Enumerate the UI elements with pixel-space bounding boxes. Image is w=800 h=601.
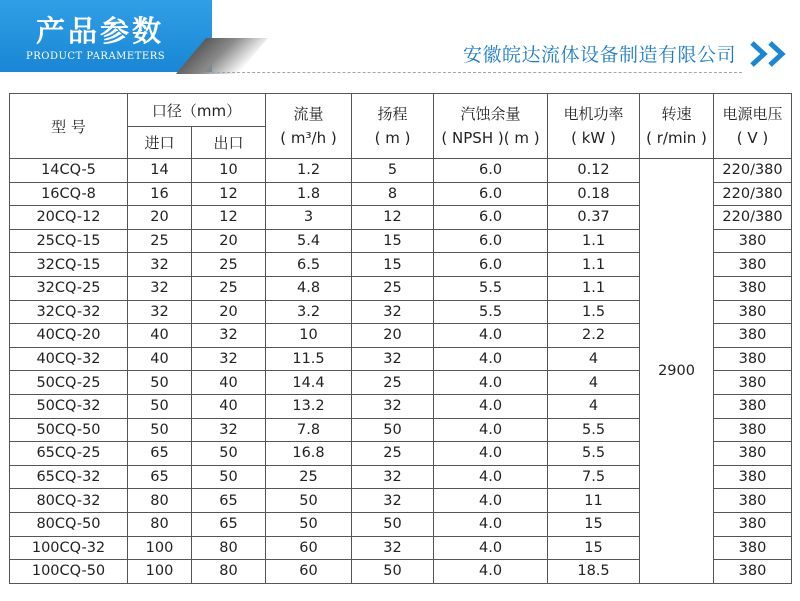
parameters-table [9, 93, 792, 584]
cell-power: 0.18 [548, 182, 640, 206]
cell-inlet: 100 [128, 560, 192, 584]
page-subtitle: PRODUCT PARAMETERS [26, 51, 166, 62]
cell-outlet: 40 [192, 371, 266, 395]
cell-npsh: 4.0 [434, 560, 548, 584]
header-power [548, 94, 640, 159]
cell-head: 32 [352, 465, 434, 489]
cell-speed: 2900 [640, 159, 714, 584]
cell-model: 20CQ-12 [10, 206, 128, 230]
cell-voltage: 380 [714, 465, 792, 489]
cell-voltage: 220/380 [714, 159, 792, 183]
cell-voltage: 380 [714, 536, 792, 560]
cell-voltage: 380 [714, 442, 792, 466]
header-banner [0, 0, 212, 72]
cell-flow: 50 [266, 512, 352, 536]
cell-power: 15 [548, 536, 640, 560]
header-outlet: 出口 [192, 127, 266, 159]
cell-npsh: 4.0 [434, 536, 548, 560]
cell-npsh: 4.0 [434, 347, 548, 371]
cell-power: 1.5 [548, 300, 640, 324]
cell-voltage: 220/380 [714, 206, 792, 230]
cell-voltage: 380 [714, 229, 792, 253]
cell-power: 1.1 [548, 253, 640, 277]
cell-power: 4 [548, 371, 640, 395]
cell-npsh: 5.5 [434, 276, 548, 300]
page-title: 产品参数 [36, 14, 165, 48]
cell-power: 15 [548, 512, 640, 536]
cell-inlet: 32 [128, 300, 192, 324]
cell-model: 14CQ-5 [10, 159, 128, 183]
cell-outlet: 10 [192, 159, 266, 183]
cell-inlet: 40 [128, 324, 192, 348]
table-body [10, 159, 792, 584]
cell-flow: 16.8 [266, 442, 352, 466]
header-npsh-line1: 汽蚀余量 [460, 105, 521, 123]
cell-power: 5.5 [548, 442, 640, 466]
cell-flow: 5.4 [266, 229, 352, 253]
cell-head: 25 [352, 276, 434, 300]
cell-model: 50CQ-50 [10, 418, 128, 442]
cell-npsh: 4.0 [434, 465, 548, 489]
cell-power: 4 [548, 394, 640, 418]
cell-model: 16CQ-8 [10, 182, 128, 206]
cell-power: 18.5 [548, 560, 640, 584]
cell-power: 2.2 [548, 324, 640, 348]
cell-inlet: 14 [128, 159, 192, 183]
cell-voltage: 380 [714, 253, 792, 277]
cell-npsh: 4.0 [434, 489, 548, 513]
header-inlet: 进口 [128, 127, 192, 159]
cell-outlet: 80 [192, 560, 266, 584]
header-flow-line2: ( m³/h ) [280, 129, 337, 147]
cell-outlet: 25 [192, 276, 266, 300]
cell-npsh: 4.0 [434, 512, 548, 536]
header-voltage-line1: 电源电压 [722, 105, 783, 123]
double-chevron-right-icon [748, 40, 798, 68]
cell-npsh: 6.0 [434, 253, 548, 277]
cell-npsh: 6.0 [434, 229, 548, 253]
cell-head: 25 [352, 371, 434, 395]
cell-npsh: 4.0 [434, 371, 548, 395]
cell-outlet: 50 [192, 442, 266, 466]
header-voltage [714, 94, 792, 159]
cell-inlet: 32 [128, 253, 192, 277]
cell-power: 5.5 [548, 418, 640, 442]
cell-flow: 6.5 [266, 253, 352, 277]
header-speed-line2: ( r/min ) [646, 129, 707, 147]
cell-voltage: 220/380 [714, 182, 792, 206]
cell-npsh: 5.5 [434, 300, 548, 324]
cell-outlet: 32 [192, 418, 266, 442]
company-name: 安徽皖达流体设备制造有限公司 [462, 44, 736, 66]
header-divider [212, 72, 742, 73]
header-model: 型 号 [10, 94, 128, 159]
cell-inlet: 32 [128, 276, 192, 300]
cell-model: 100CQ-50 [10, 560, 128, 584]
cell-inlet: 40 [128, 347, 192, 371]
cell-head: 8 [352, 182, 434, 206]
cell-flow: 1.2 [266, 159, 352, 183]
cell-inlet: 100 [128, 536, 192, 560]
cell-flow: 50 [266, 489, 352, 513]
header-power-line2: ( kW ) [571, 129, 616, 147]
cell-npsh: 4.0 [434, 394, 548, 418]
cell-flow: 10 [266, 324, 352, 348]
cell-outlet: 25 [192, 253, 266, 277]
header-head-line2: ( m ) [374, 129, 411, 147]
cell-head: 15 [352, 229, 434, 253]
header-head-line1: 扬程 [377, 105, 408, 123]
header-speed-line1: 转速 [661, 105, 692, 123]
cell-voltage: 380 [714, 371, 792, 395]
cell-power: 0.12 [548, 159, 640, 183]
cell-head: 50 [352, 560, 434, 584]
cell-voltage: 380 [714, 300, 792, 324]
cell-inlet: 20 [128, 206, 192, 230]
cell-model: 50CQ-32 [10, 394, 128, 418]
cell-inlet: 80 [128, 512, 192, 536]
header-npsh [434, 94, 548, 159]
header-flow [266, 94, 352, 159]
cell-flow: 25 [266, 465, 352, 489]
cell-head: 32 [352, 536, 434, 560]
cell-model: 32CQ-25 [10, 276, 128, 300]
cell-inlet: 80 [128, 489, 192, 513]
cell-flow: 3.2 [266, 300, 352, 324]
cell-voltage: 380 [714, 347, 792, 371]
cell-npsh: 6.0 [434, 206, 548, 230]
cell-outlet: 32 [192, 324, 266, 348]
cell-head: 32 [352, 489, 434, 513]
cell-outlet: 20 [192, 300, 266, 324]
cell-voltage: 380 [714, 418, 792, 442]
cell-model: 80CQ-50 [10, 512, 128, 536]
cell-flow: 13.2 [266, 394, 352, 418]
cell-model: 32CQ-15 [10, 253, 128, 277]
cell-voltage: 380 [714, 394, 792, 418]
cell-flow: 3 [266, 206, 352, 230]
header-voltage-line2: ( V ) [736, 129, 769, 147]
cell-inlet: 50 [128, 394, 192, 418]
cell-inlet: 16 [128, 182, 192, 206]
cell-flow: 1.8 [266, 182, 352, 206]
cell-npsh: 4.0 [434, 442, 548, 466]
cell-model: 40CQ-20 [10, 324, 128, 348]
cell-head: 15 [352, 253, 434, 277]
cell-head: 12 [352, 206, 434, 230]
cell-inlet: 25 [128, 229, 192, 253]
cell-flow: 60 [266, 560, 352, 584]
cell-power: 0.37 [548, 206, 640, 230]
cell-head: 32 [352, 300, 434, 324]
cell-model: 80CQ-32 [10, 489, 128, 513]
cell-flow: 7.8 [266, 418, 352, 442]
cell-voltage: 380 [714, 512, 792, 536]
cell-npsh: 4.0 [434, 324, 548, 348]
cell-power: 1.1 [548, 229, 640, 253]
header-power-line1: 电机功率 [563, 105, 624, 123]
header-flow-line1: 流量 [293, 105, 324, 123]
cell-head: 32 [352, 394, 434, 418]
cell-model: 100CQ-32 [10, 536, 128, 560]
cell-model: 32CQ-32 [10, 300, 128, 324]
header-speed [640, 94, 714, 159]
cell-outlet: 32 [192, 347, 266, 371]
cell-head: 32 [352, 347, 434, 371]
cell-outlet: 12 [192, 182, 266, 206]
cell-power: 11 [548, 489, 640, 513]
cell-outlet: 20 [192, 229, 266, 253]
table-header [10, 94, 792, 159]
cell-outlet: 65 [192, 489, 266, 513]
cell-flow: 4.8 [266, 276, 352, 300]
cell-flow: 14.4 [266, 371, 352, 395]
cell-model: 50CQ-25 [10, 371, 128, 395]
cell-model: 65CQ-25 [10, 442, 128, 466]
cell-npsh: 6.0 [434, 159, 548, 183]
cell-outlet: 65 [192, 512, 266, 536]
cell-outlet: 12 [192, 206, 266, 230]
cell-voltage: 380 [714, 276, 792, 300]
header-head [352, 94, 434, 159]
cell-model: 40CQ-32 [10, 347, 128, 371]
cell-outlet: 50 [192, 465, 266, 489]
cell-inlet: 50 [128, 418, 192, 442]
cell-power: 1.1 [548, 276, 640, 300]
table-row [10, 159, 792, 183]
cell-flow: 60 [266, 536, 352, 560]
cell-power: 4 [548, 347, 640, 371]
cell-outlet: 40 [192, 394, 266, 418]
cell-power: 7.5 [548, 465, 640, 489]
cell-outlet: 80 [192, 536, 266, 560]
cell-voltage: 380 [714, 489, 792, 513]
cell-head: 50 [352, 512, 434, 536]
header-npsh-line2: ( NPSH )( m ) [441, 129, 540, 147]
cell-npsh: 4.0 [434, 418, 548, 442]
cell-head: 20 [352, 324, 434, 348]
cell-npsh: 6.0 [434, 182, 548, 206]
cell-voltage: 380 [714, 324, 792, 348]
cell-head: 5 [352, 159, 434, 183]
cell-inlet: 65 [128, 442, 192, 466]
cell-voltage: 380 [714, 560, 792, 584]
cell-head: 25 [352, 442, 434, 466]
cell-flow: 11.5 [266, 347, 352, 371]
cell-model: 25CQ-15 [10, 229, 128, 253]
cell-inlet: 50 [128, 371, 192, 395]
header-diameter: 口径（mm） [128, 94, 266, 127]
cell-head: 50 [352, 418, 434, 442]
cell-model: 65CQ-32 [10, 465, 128, 489]
cell-inlet: 65 [128, 465, 192, 489]
